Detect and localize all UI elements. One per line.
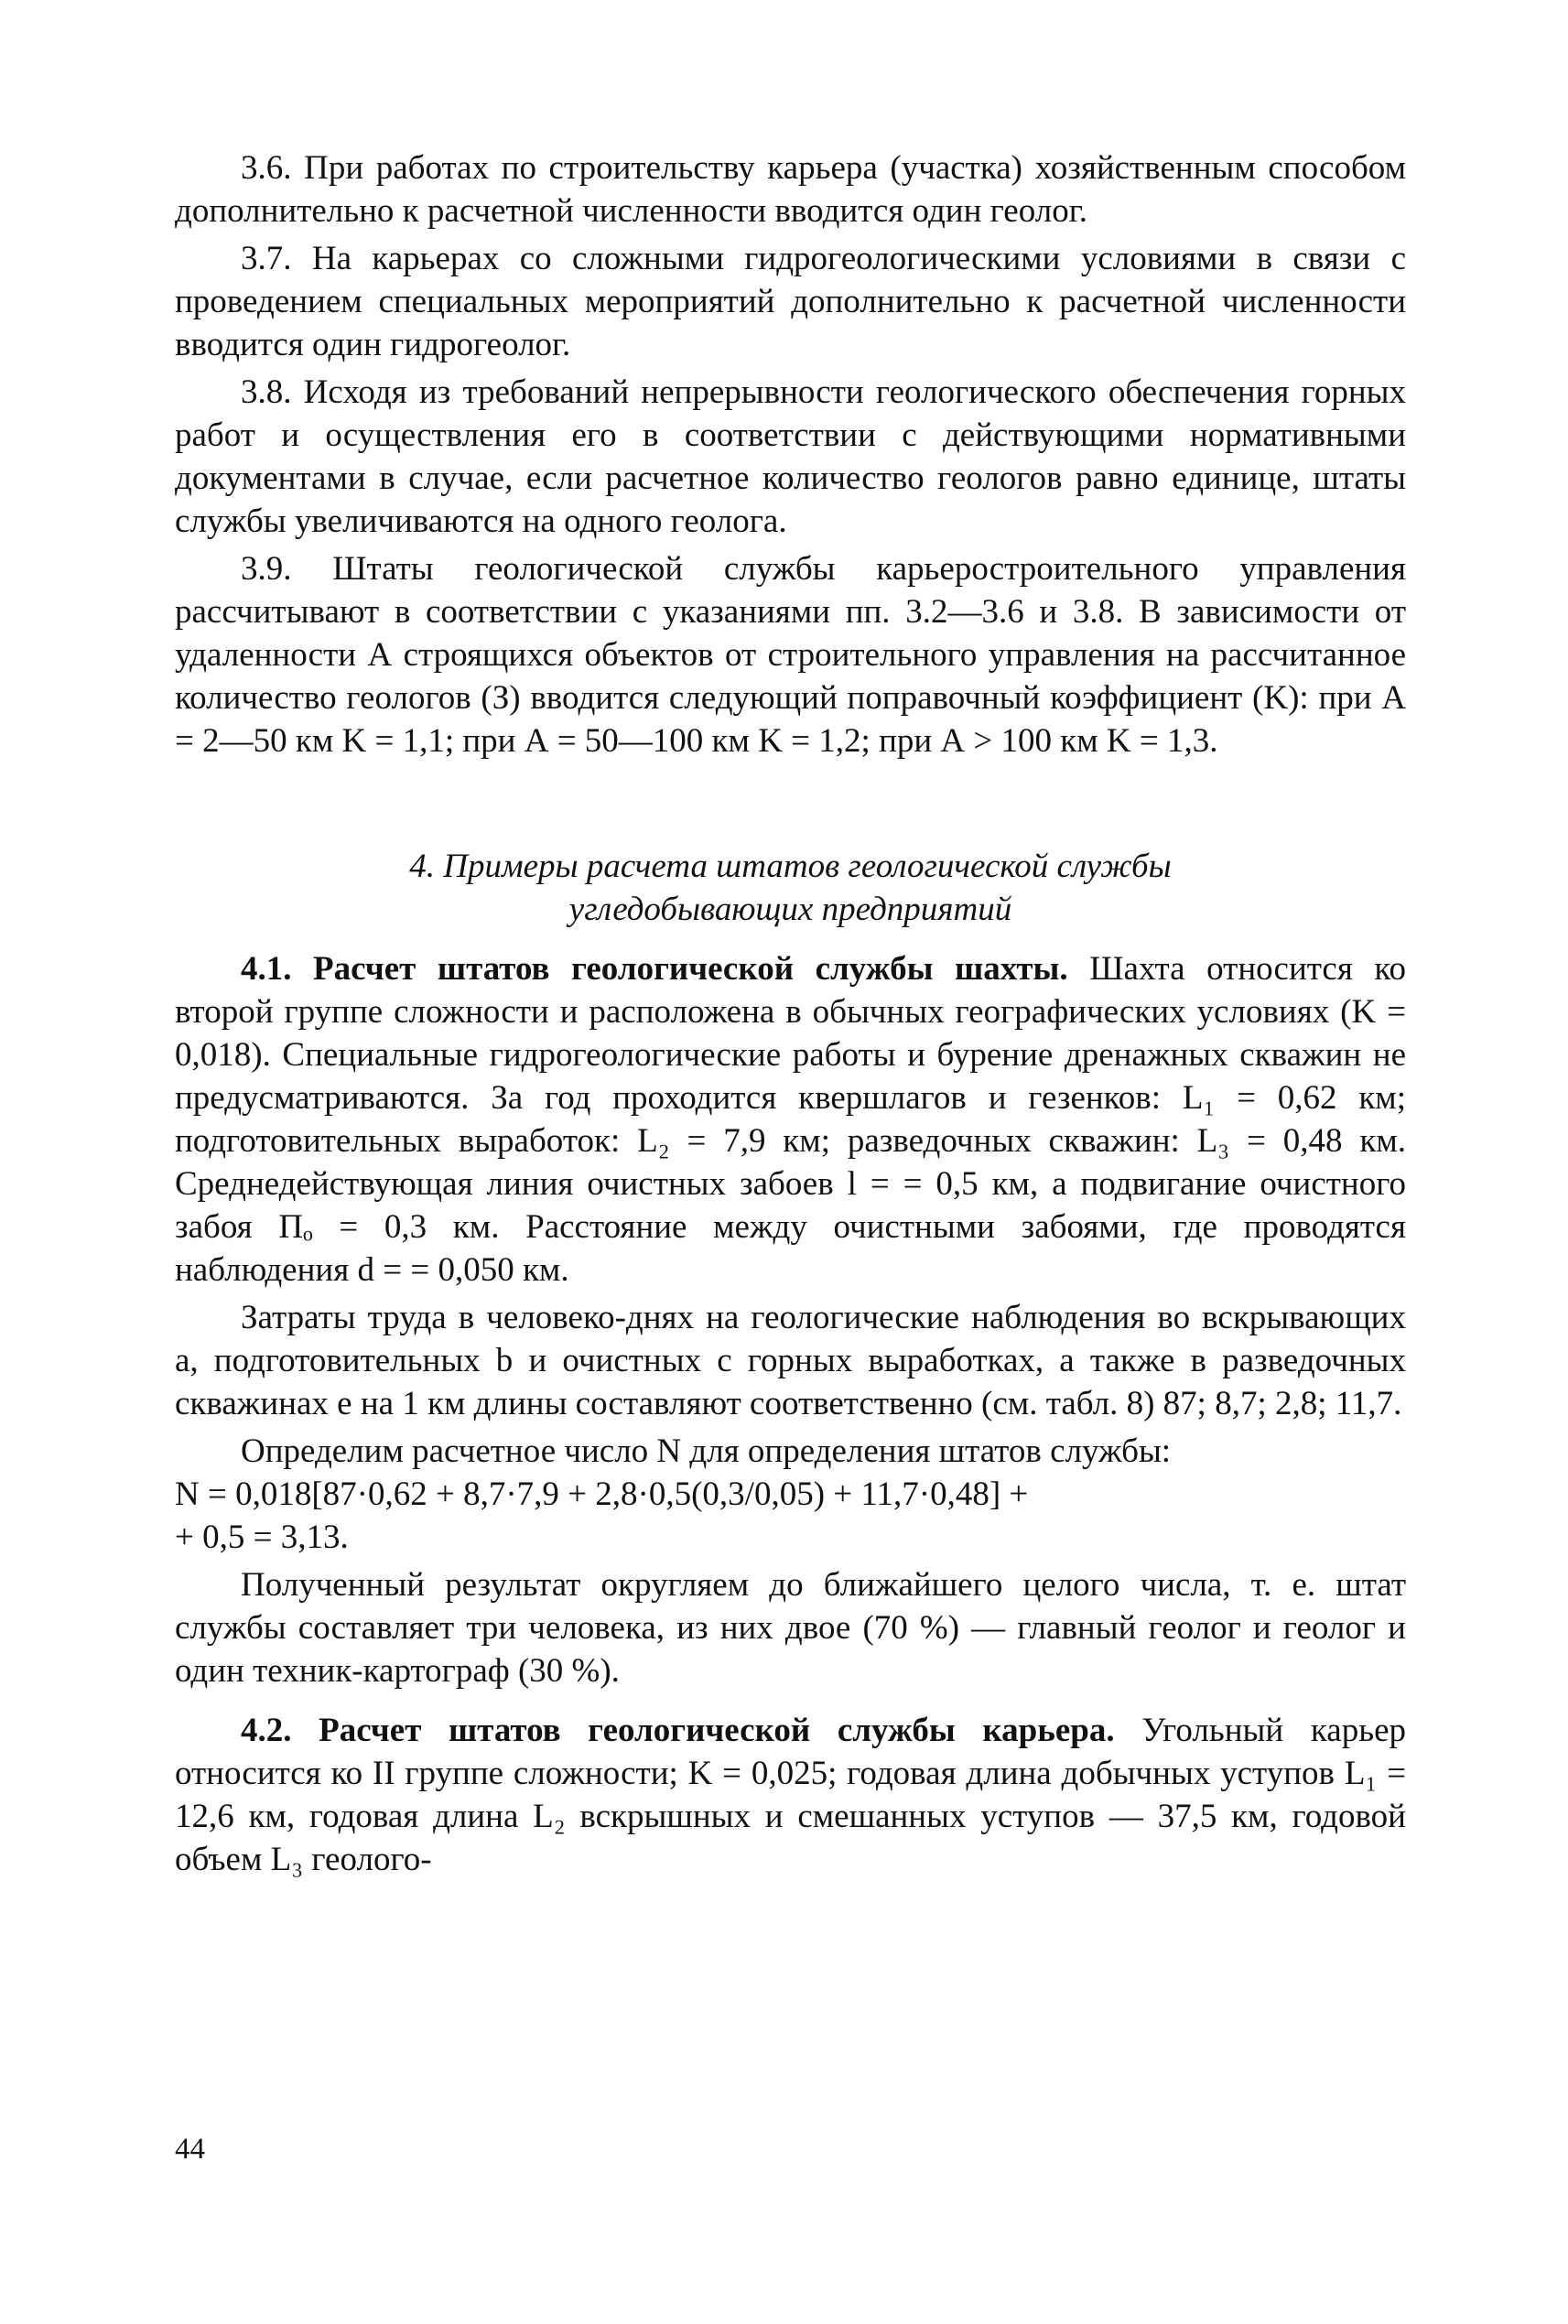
- paragraph-result: Полученный результат округляем до ближайшего целого числа, т. е. штат службы составляет три человека, из них двое (70 %) — главный геолог и геолог и один техник-картограф (30 %).: [175, 1566, 1406, 1690]
- paragraph-4-1-title: 4.1. Расчет штатов геологической службы шахты.: [241, 950, 1068, 988]
- paragraph-3-7: 3.7. На карьерах со сложными гидрогеологическими условиями в связи с проведением специальных мероприятий дополнительно к расчетной численности вводится один гидрогеолог.: [175, 240, 1406, 363]
- paragraph-3-8: 3.8. Исходя из требований непрерывности геологического обеспечения горных работ и осуществления его в соответствии с действующими нормативными документами в случае, если расчетное количество геологов равно единице, штаты службы увеличиваются на одного геолога.: [175, 373, 1406, 540]
- page-body: [175, 146, 1406, 1881]
- paragraph-labor-costs: Затраты труда в человеко-днях на геологические наблюдения во вскрывающих a, подготовительных b и очистных c горных выработках, а также в разведочных скважинах e на 1 км длины составляют соответственно (см. табл. 8) 87; 8,7; 2,8; 11,7.: [175, 1299, 1406, 1422]
- formula-line-2: + 0,5 = 3,13.: [175, 1519, 349, 1556]
- section-heading-line-1: 4. Примеры расчета штатов геологической службы: [409, 848, 1172, 885]
- paragraph-4-2-text: Угольный карьер относится ко II группе сложности; K = 0,025; годовая длина добычных уступов L₁ = 12,6 км, годовая длина L₂ вскрышных и смешанных уступов — 37,5 км, годовой объем L₃ геолого-: [175, 1712, 1406, 1878]
- paragraph-4-2: [175, 1709, 1406, 1881]
- paragraph-4-1-text: Шахта относится ко второй группе сложности и расположена в обычных географических условиях (K = 0,018). Специальные гидрогеологические работы и бурение дренажных скважин не предусматриваются. За год проходится квершлагов и гезенков: L₁ = 0,62 км; подготовительных выработок: L₂ = 7,9 км; разведочных скважин: L₃ = 0,48 км. Среднедействующая линия очистных забоев l = = 0,5 км, а подвигание очистного забоя Пₒ = 0,3 км. Расстояние между очистными забоями, где проводятся наблюдения d = = 0,050 км.: [175, 950, 1406, 1289]
- page-number: 44: [175, 2133, 205, 2166]
- paragraph-3-6: 3.6. При работах по строительству карьера (участка) хозяйственным способом дополнительно к расчетной численности вводится один геолог.: [175, 149, 1406, 230]
- paragraph-4-1: [175, 947, 1406, 1292]
- section-heading-line-2: угледобывающих предприятий: [568, 891, 1012, 928]
- paragraph-calc-intro: Определим расчетное число N для определения штатов службы:: [241, 1432, 1172, 1470]
- paragraph-4-2-title: 4.2. Расчет штатов геологической службы карьера.: [241, 1712, 1115, 1749]
- formula-line-1: N = 0,018[87·0,62 + 8,7·7,9 + 2,8·0,5(0,3/0,05) + 11,7·0,48] +: [175, 1475, 1029, 1513]
- paragraph-3-9: 3.9. Штаты геологической службы карьеростроительного управления рассчитывают в соответствии с указаниями пп. 3.2—3.6 и 3.8. В зависимости от удаленности А строящихся объектов от строительного управления на рассчитанное количество геологов (З) вводится следующий поправочный коэффициент (K): при А = 2—50 км K = 1,1; при А = 50—100 км K = 1,2; при А > 100 км K = 1,3.: [175, 550, 1406, 760]
